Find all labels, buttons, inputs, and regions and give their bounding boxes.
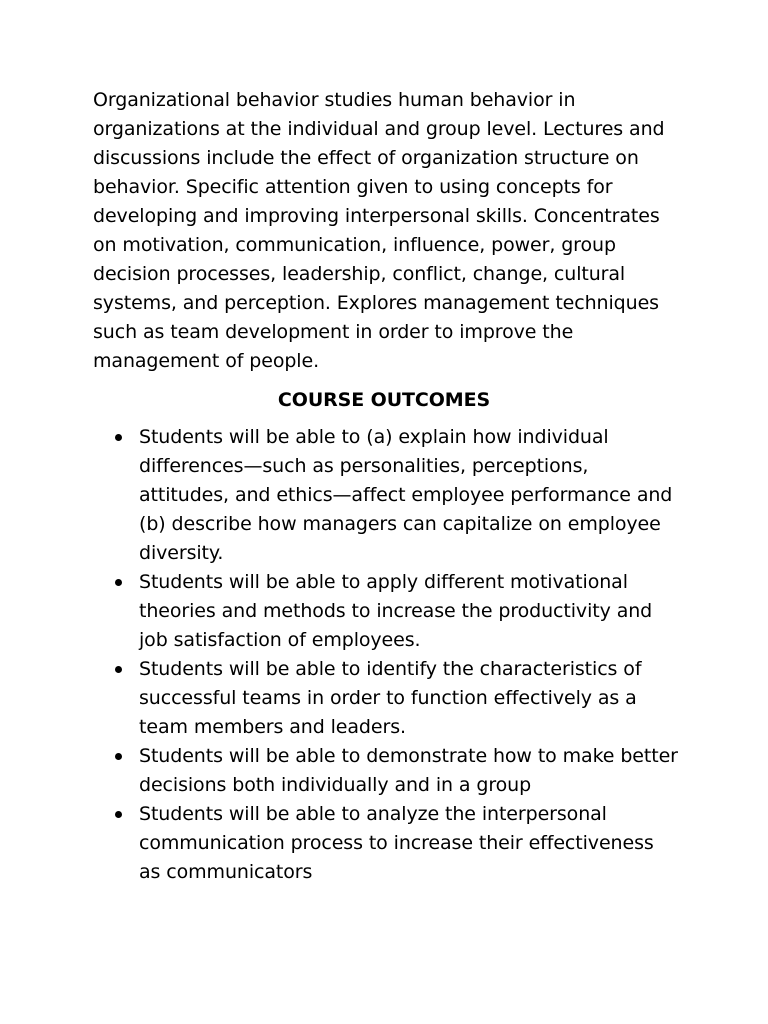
outcome-text: Students will be able to apply different motivational theories and methods to increase the productivity and job satisfaction of employees. <box>139 571 653 651</box>
bullet-icon <box>115 753 122 760</box>
list-item <box>139 655 679 742</box>
outcome-text: Students will be able to analyze the interpersonal communication process to increase their effectiveness as communicators <box>139 803 654 883</box>
course-description: Organizational behavior studies human behavior in organizations at the individual and group level. Lectures and discussions include the effect of organization structure on behavior. Specific attention given to using concepts for developing and improving interpersonal skills. Concentrates on motivation, communication, influence, power, group decision processes, leadership, conflict, change, cultural systems, and perception. Explores management techniques such as team development in order to improve the management of people. <box>93 89 665 372</box>
bullet-icon <box>115 666 122 673</box>
outcome-text: Students will be able to demonstrate how to make better decisions both individually and in a group <box>139 745 678 796</box>
list-item <box>139 800 679 887</box>
outcome-text: Students will be able to identify the characteristics of successful teams in order to function effectively as a team members and leaders. <box>139 658 642 738</box>
list-item <box>139 742 679 800</box>
list-item <box>139 423 679 568</box>
section-heading: COURSE OUTCOMES <box>277 389 491 411</box>
bullet-icon <box>115 579 122 586</box>
list-item <box>139 568 679 655</box>
outcome-text: Students will be able to (a) explain how individual differences—such as personalities, perceptions, attitudes, and ethics—affect employee performance and (b) describe how managers can capitalize on employee diversity. <box>139 426 673 564</box>
bullet-icon <box>115 811 122 818</box>
outcomes-list <box>0 423 768 887</box>
bullet-icon <box>115 434 122 441</box>
